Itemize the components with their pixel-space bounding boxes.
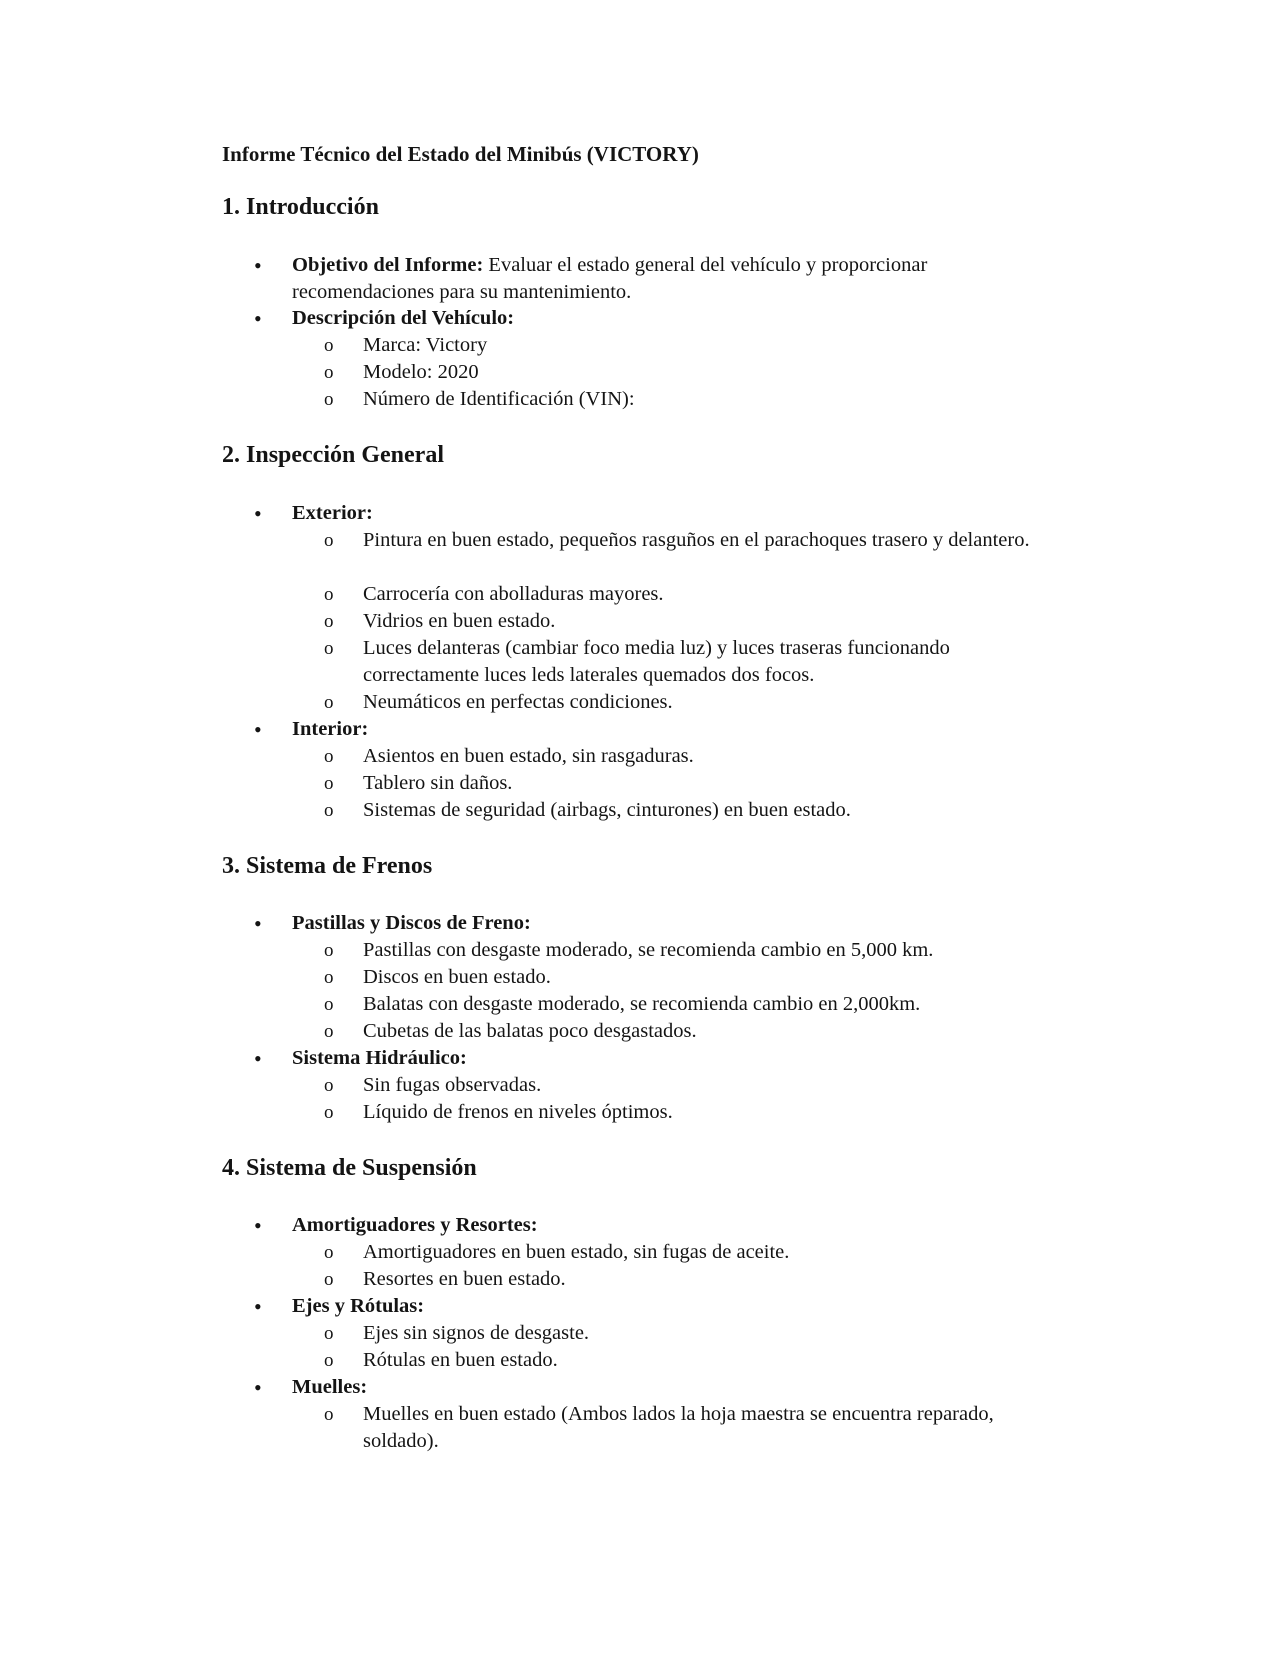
sub-bullet-marker: o — [324, 584, 334, 605]
sub-bullet-marker: o — [324, 1242, 334, 1263]
sub-bullet-marker: o — [324, 611, 334, 632]
sub-item-text: Rótulas en buen estado. — [363, 1349, 558, 1371]
bullet-marker: • — [254, 1375, 262, 1400]
sub-item-text: Vidrios en buen estado. — [363, 610, 556, 632]
list-item-text — [292, 716, 1052, 743]
list-item-text — [292, 1374, 1052, 1401]
bullet-marker: • — [254, 306, 262, 331]
list-item-text — [292, 500, 1052, 527]
item-description: Evaluar el estado general del vehículo y proporcionar recomendaciones para su mantenimiento. — [292, 254, 928, 303]
sub-bullet-marker: o — [324, 530, 334, 551]
sub-bullet-marker: o — [324, 1404, 334, 1425]
sub-bullet-marker: o — [324, 389, 334, 410]
sub-bullet-marker: o — [324, 692, 334, 713]
list-item-text — [292, 305, 1052, 332]
bullet-marker: • — [254, 1294, 262, 1319]
section-heading: 4. Sistema de Suspensión — [222, 1155, 477, 1181]
sub-bullet-marker: o — [324, 1021, 334, 1042]
section-heading: 1. Introducción — [222, 194, 379, 220]
bullet-marker: • — [254, 717, 262, 742]
sub-item-text: Balatas con desgaste moderado, se recomienda cambio en 2,000km. — [363, 993, 921, 1015]
bullet-marker: • — [254, 253, 262, 278]
item-label: Descripción del Vehículo: — [292, 307, 515, 329]
item-label: Amortiguadores y Resortes: — [292, 1214, 538, 1236]
sub-bullet-marker: o — [324, 773, 334, 794]
bullet-marker: • — [254, 1046, 262, 1071]
item-label: Interior: — [292, 718, 369, 740]
sub-bullet-marker: o — [324, 1075, 334, 1096]
sub-item-text: Muelles en buen estado (Ambos lados la hoja maestra se encuentra reparado, soldado). — [363, 1403, 994, 1452]
item-label: Exterior: — [292, 502, 373, 524]
sub-item-text: Carrocería con abolladuras mayores. — [363, 583, 664, 605]
item-label: Ejes y Rótulas: — [292, 1295, 425, 1317]
sub-bullet-marker: o — [324, 335, 334, 356]
sub-item-text: Asientos en buen estado, sin rasgaduras. — [363, 745, 694, 767]
sub-bullet-marker: o — [324, 800, 334, 821]
list-item-text — [292, 910, 1052, 937]
document-title: Informe Técnico del Estado del Minibús (VICTORY) — [222, 142, 699, 166]
sub-item-text: Sistemas de seguridad (airbags, cinturones) en buen estado. — [363, 799, 851, 821]
sub-item-text: Resortes en buen estado. — [363, 1268, 566, 1290]
bullet-marker: • — [254, 1213, 262, 1238]
sub-item-text: Ejes sin signos de desgaste. — [363, 1322, 590, 1344]
sub-item-text: Marca: Victory — [363, 334, 488, 356]
sub-bullet-marker: o — [324, 940, 334, 961]
list-item-text — [292, 252, 1052, 306]
item-label: Sistema Hidráulico: — [292, 1047, 467, 1069]
bullet-marker: • — [254, 501, 262, 526]
sub-bullet-marker: o — [324, 746, 334, 767]
section-heading: 3. Sistema de Frenos — [222, 853, 433, 879]
sub-item-text: Número de Identificación (VIN): — [363, 388, 635, 410]
bullet-marker: • — [254, 911, 262, 936]
sub-item-text: Cubetas de las balatas poco desgastados. — [363, 1020, 697, 1042]
sub-item-text: Tablero sin daños. — [363, 772, 513, 794]
sub-bullet-marker: o — [324, 1350, 334, 1371]
sub-bullet-marker: o — [324, 362, 334, 383]
sub-bullet-marker: o — [324, 1323, 334, 1344]
sub-item-text: Luces delanteras (cambiar foco media luz) y luces traseras funcionando correctamente luces leds laterales quemados dos focos. — [363, 637, 950, 686]
sub-item-text: Neumáticos en perfectas condiciones. — [363, 691, 673, 713]
sub-bullet-marker: o — [324, 994, 334, 1015]
sub-bullet-marker: o — [324, 638, 334, 659]
item-label: Muelles: — [292, 1376, 368, 1398]
item-label: Pastillas y Discos de Freno: — [292, 912, 531, 934]
item-label: Objetivo del Informe: — [292, 254, 484, 276]
sub-bullet-marker: o — [324, 1269, 334, 1290]
section-heading: 2. Inspección General — [222, 442, 444, 468]
sub-item-text: Sin fugas observadas. — [363, 1074, 542, 1096]
sub-bullet-marker: o — [324, 967, 334, 988]
sub-item-text: Amortiguadores en buen estado, sin fugas de aceite. — [363, 1241, 790, 1263]
sub-item-text: Discos en buen estado. — [363, 966, 551, 988]
list-item-text — [292, 1293, 1052, 1320]
list-item-text — [292, 1045, 1052, 1072]
sub-item-text: Líquido de frenos en niveles óptimos. — [363, 1101, 673, 1123]
sub-item-text: Pintura en buen estado, pequeños rasguños en el parachoques trasero y delantero. — [363, 529, 1030, 551]
sub-item-text: Pastillas con desgaste moderado, se recomienda cambio en 5,000 km. — [363, 939, 934, 961]
sub-bullet-marker: o — [324, 1102, 334, 1123]
sub-item-text: Modelo: 2020 — [363, 361, 479, 383]
list-item-text — [292, 1212, 1052, 1239]
